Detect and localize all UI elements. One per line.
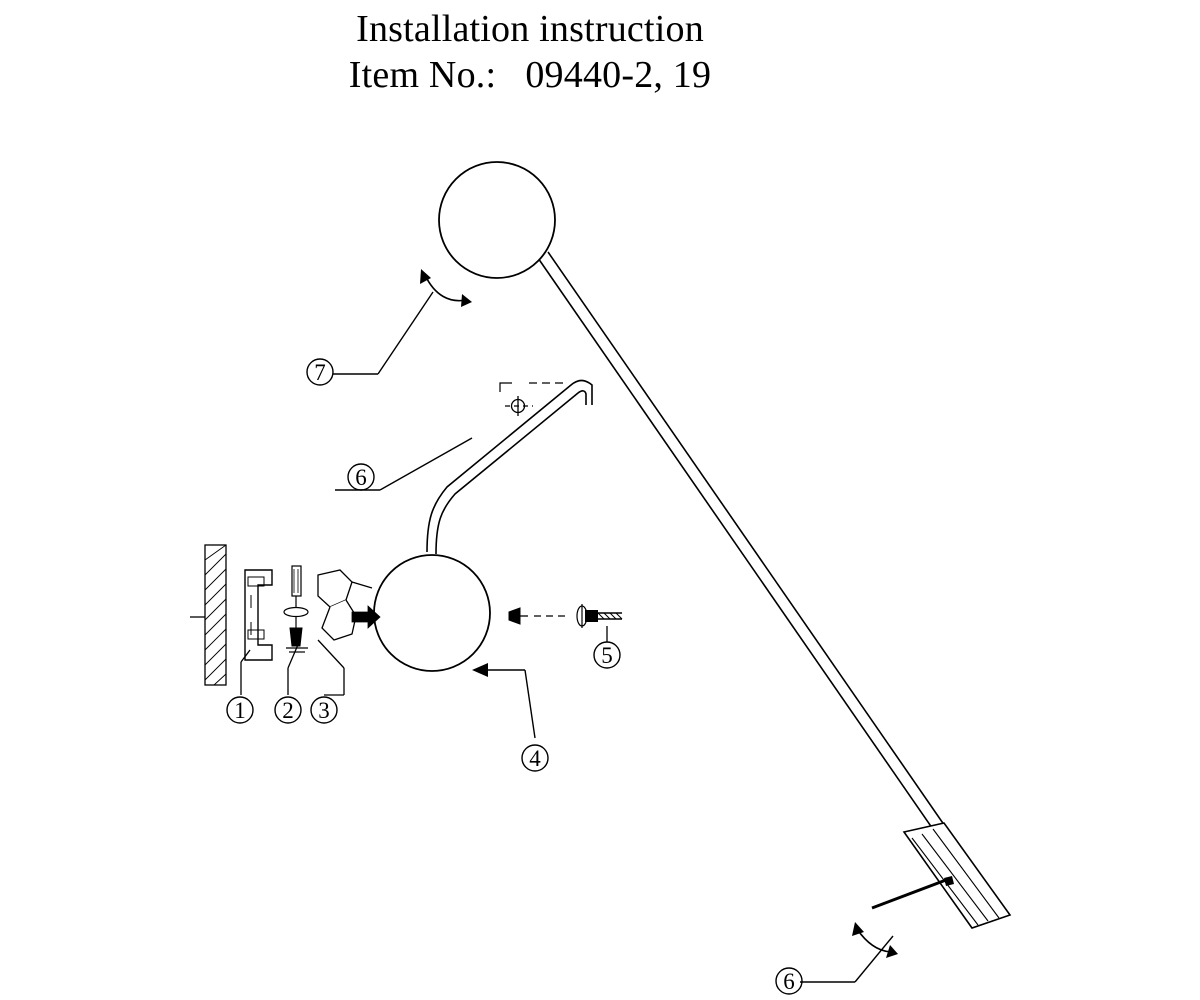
leader-callout-7 [333,292,433,374]
rotation-arrow-upper-globe [420,269,472,307]
page-title: Installation instruction [356,8,704,50]
callout-6-arm-label: 6 [355,465,367,490]
rotation-arrow-base [852,922,898,958]
counterweight-base [872,823,1010,928]
screwdriver-tool [284,566,308,652]
wall-surface-hatching [190,545,226,685]
item-label: Item No.: [348,54,497,97]
wall-mounting-plate [245,570,272,660]
callout-6-base-label: 6 [783,969,795,994]
callout-7-label: 7 [314,360,326,385]
screw-and-anchor [509,604,622,628]
callout-1-label: 1 [234,698,246,723]
callout-2-label: 2 [282,698,294,723]
globe-shade-upper [439,162,555,278]
callout-4-label: 4 [529,746,541,771]
globe-shade-lower [374,555,490,671]
callout-5-label: 5 [601,643,613,668]
long-arm-rod [538,252,985,890]
item-number: 09440-2, 19 [525,54,712,97]
leader-callout-3 [318,640,344,695]
bracket-connector [318,570,380,640]
arrow-callout-4 [472,663,535,738]
leader-callout-6-base [800,936,893,982]
callout-3-label: 3 [318,698,330,723]
